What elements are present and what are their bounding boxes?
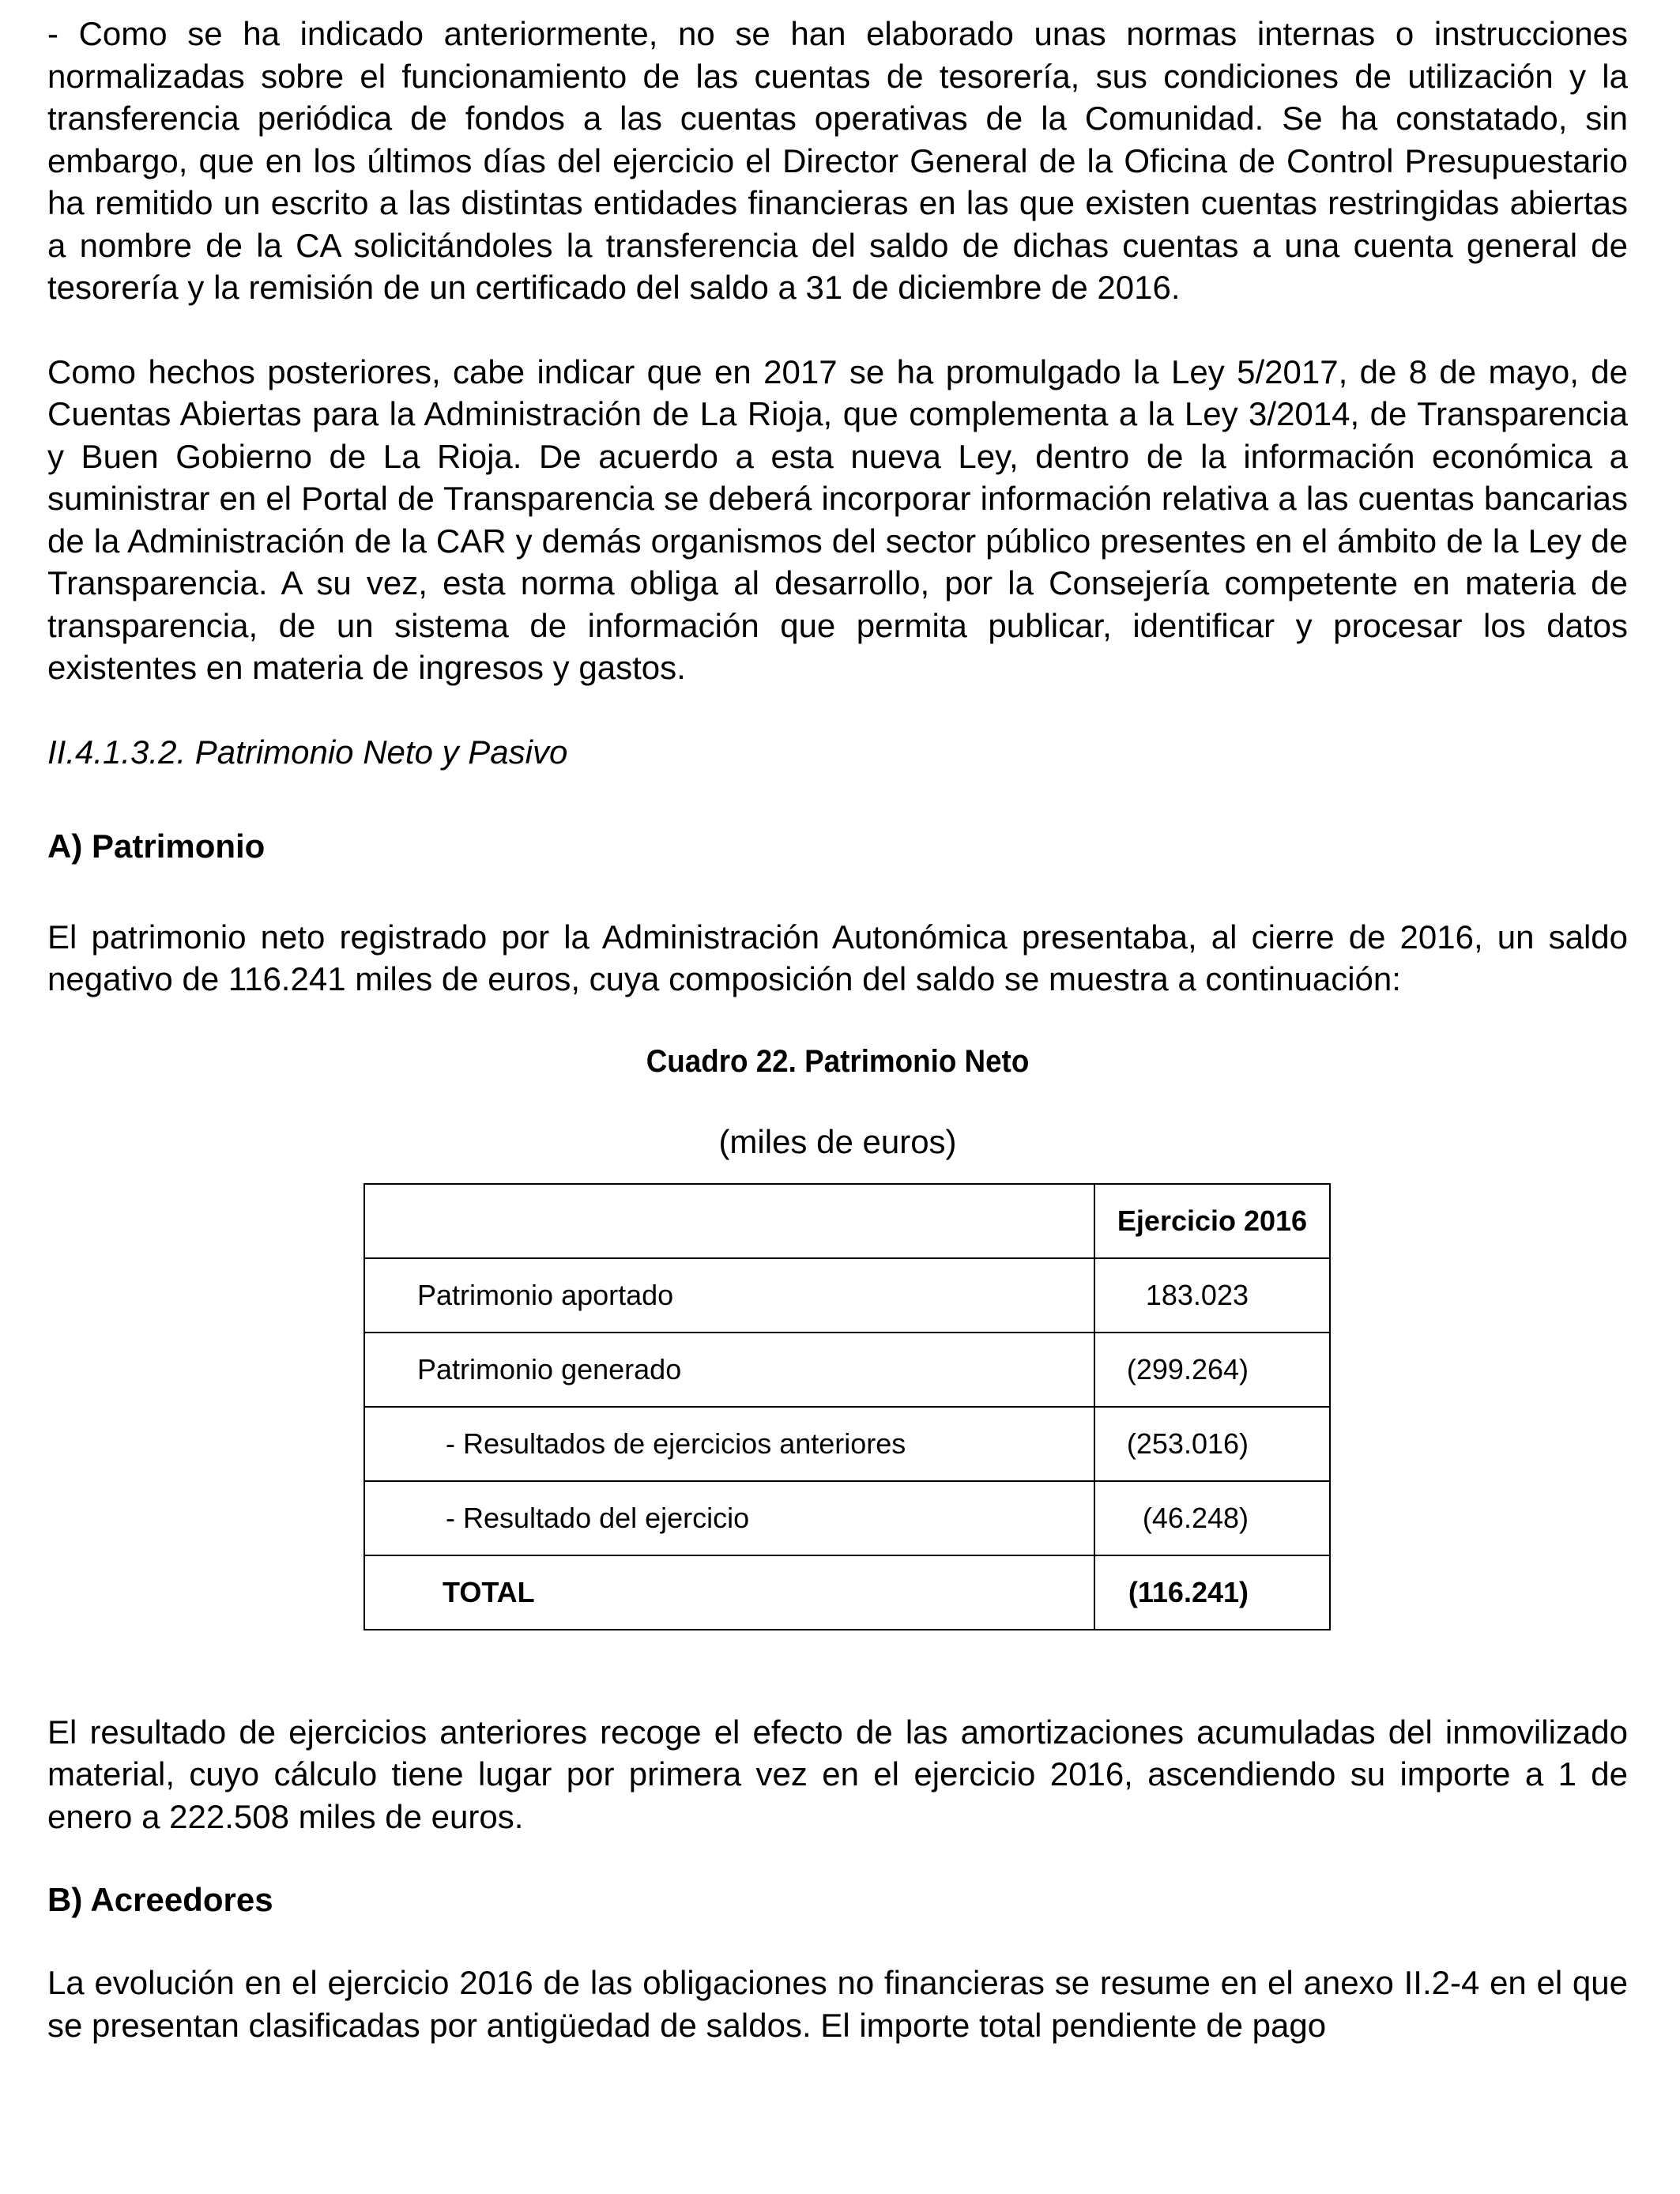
patrimonio-neto-table xyxy=(363,1183,1331,1630)
row-label: Patrimonio aportado xyxy=(364,1258,1094,1333)
table-caption: Cuadro 22. Patrimonio Neto xyxy=(646,1043,1030,1079)
table-total-row xyxy=(364,1555,1330,1630)
row-label: - Resultado del ejercicio xyxy=(364,1481,1094,1555)
paragraph-treasury-accounts: - Como se ha indicado anteriormente, no se han elaborado unas normas internas o instrucciones normalizadas sobre el funcionamiento de las cuentas de tesorería, sus condiciones de utilización y la transferencia periódica de fondos a las cuentas operativas de la Comunidad. Se ha constatado, sin embargo, que en los últimos días del ejercicio el Director General de la Oficina de Control Presupuestario ha remitido un escrito a las distintas entidades financieras en las que existen cuentas restringidas abiertas a nombre de la CA solicitándoles la transferencia del saldo de dichas cuentas a una cuenta general de tesorería y la remisión de un certificado del saldo a 31 de diciembre de 2016. xyxy=(47,15,1628,306)
row-label: Patrimonio generado xyxy=(364,1333,1094,1407)
table-row xyxy=(364,1481,1330,1555)
document-page xyxy=(47,13,1628,2046)
table-row xyxy=(364,1258,1330,1333)
row-label: - Resultados de ejercicios anteriores xyxy=(364,1407,1094,1481)
total-label: TOTAL xyxy=(364,1555,1094,1630)
table-units: (miles de euros) xyxy=(718,1122,957,1160)
row-value: (299.264) xyxy=(1094,1333,1330,1407)
table-row xyxy=(364,1333,1330,1407)
paragraph-obligaciones: La evolución en el ejercicio 2016 de las obligaciones no financieras se resume en el anexo II.2-4 en el que se presentan clasificadas por antigüedad de saldos. El importe total pendiente de pago xyxy=(47,1964,1628,2044)
table-header-empty xyxy=(364,1184,1094,1258)
heading-acreedores: B) Acreedores xyxy=(47,1881,273,1918)
subsection-title: II.4.1.3.2. Patrimonio Neto y Pasivo xyxy=(47,733,568,771)
row-value: (46.248) xyxy=(1094,1481,1330,1555)
paragraph-patrimonio-neto: El patrimonio neto registrado por la Administración Autonómica presentaba, al cierre de 2016, un saldo negativo de 116.241 miles de euros, cuya composición del saldo se muestra a continuación: xyxy=(47,918,1628,997)
table-row xyxy=(364,1407,1330,1481)
row-value: 183.023 xyxy=(1094,1258,1330,1333)
table-header-row xyxy=(364,1184,1330,1258)
paragraph-resultado-ejercicios: El resultado de ejercicios anteriores recoge el efecto de las amortizaciones acumuladas del inmovilizado material, cuyo cálculo tiene lugar por primera vez en el ejercicio 2016, ascendiendo su importe a 1 de enero a 222.508 miles de euros. xyxy=(47,1713,1628,1835)
total-value: (116.241) xyxy=(1094,1555,1330,1630)
table-header-ejercicio: Ejercicio 2016 xyxy=(1094,1184,1330,1258)
paragraph-subsequent-events: Como hechos posteriores, cabe indicar que en 2017 se ha promulgado la Ley 5/2017, de 8 de mayo, de Cuentas Abiertas para la Administración de La Rioja, que complementa a la Ley 3/2014, de Transparencia y Buen Gobierno de La Rioja. De acuerdo a esta nueva Ley, dentro de la información económica a suministrar en el Portal de Transparencia se deberá incorporar información relativa a las cuentas bancarias de la Administración de la CAR y demás organismos del sector público presentes en el ámbito de la Ley de Transparencia. A su vez, esta norma obliga al desarrollo, por la Consejería competente en materia de transparencia, de un sistema de información que permita publicar, identificar y procesar los datos existentes en materia de ingresos y gastos. xyxy=(47,352,1628,686)
heading-patrimonio: A) Patrimonio xyxy=(47,827,266,865)
row-value: (253.016) xyxy=(1094,1407,1330,1481)
